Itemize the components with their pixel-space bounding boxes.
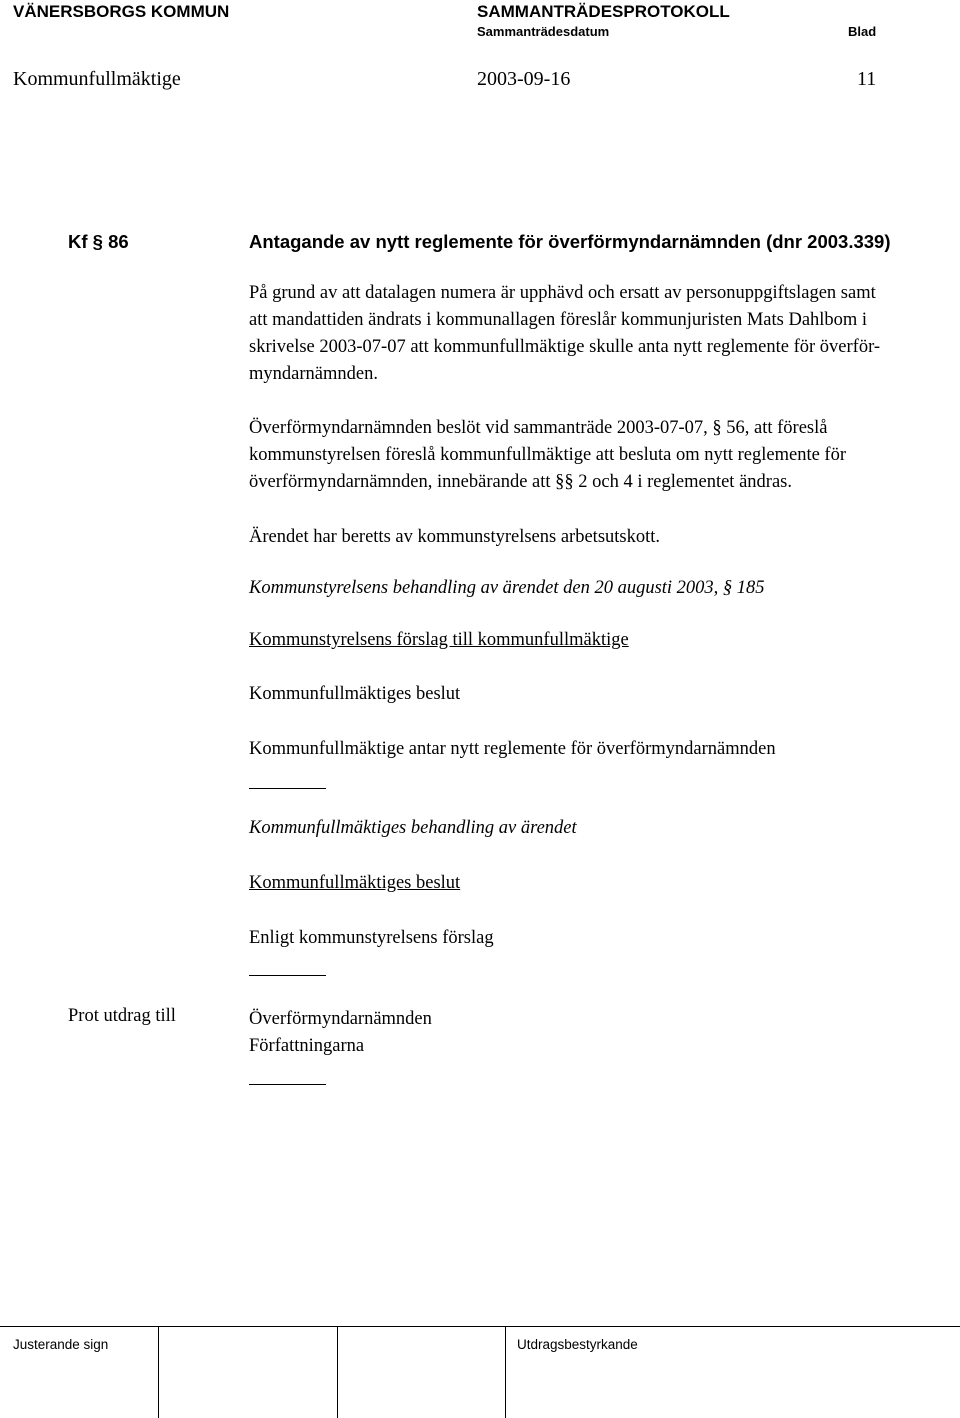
kf-decision-final — [249, 925, 949, 952]
page-number: 11 — [857, 68, 877, 90]
footer-divider — [505, 1327, 506, 1418]
kf-decision-line: Kommunfullmäktige antar nytt reglemente för överförmyndarnämnden — [249, 739, 776, 759]
meeting-date: 2003-09-16 — [477, 68, 571, 90]
separator-rule — [249, 1084, 326, 1085]
paragraph-background — [249, 280, 949, 388]
paragraph-line: Överförmyndarnämnden beslöt vid sammanträde 2003-07-07, § 56, att föreslå — [249, 418, 828, 438]
separator-rule — [249, 788, 326, 789]
kf-decision-heading-1 — [249, 681, 949, 708]
kf-decision-heading-2 — [249, 870, 949, 897]
footer-divider — [158, 1327, 159, 1418]
section-number: Kf § 86 — [68, 231, 129, 252]
municipality-name: VÄNERSBORGS KOMMUN — [13, 2, 230, 21]
paragraph-line: skrivelse 2003-07-07 att kommunfullmäktige skulle anta nytt reglemente för överför- — [249, 337, 881, 357]
paragraph-line: myndarnämnden. — [249, 364, 378, 384]
paragraph-line: att mandattiden ändrats i kommunallagen föreslår kommunjuristen Mats Dahlbom i — [249, 310, 868, 330]
kf-handling-text: Kommunfullmäktiges behandling av ärendet — [249, 818, 577, 838]
paragraph-line: På grund av att datalagen numera är upphävd och ersatt av personuppgiftslagen samt — [249, 283, 876, 303]
separator-rule — [249, 975, 326, 976]
distribution-label: Prot utdrag till — [68, 1006, 176, 1026]
recipient: Överförmyndarnämnden — [249, 1009, 432, 1029]
paragraph-preparation — [249, 524, 949, 551]
section-title: Antagande av nytt reglemente för överförmyndarnämnden (dnr 2003.339) — [249, 231, 891, 252]
page-label: Blad — [848, 24, 877, 39]
ks-proposal-text: Kommunstyrelsens förslag till kommunfullmäktige — [249, 630, 629, 650]
meeting-body: Kommunfullmäktige — [13, 68, 181, 90]
footer-divider — [337, 1327, 338, 1418]
justerande-sign-label: Justerande sign — [13, 1337, 109, 1352]
kf-decision-heading-text: Kommunfullmäktiges beslut — [249, 684, 461, 704]
protocol-title: SAMMANTRÄDESPROTOKOLL — [477, 2, 730, 21]
ks-handling-text: Kommunstyrelsens behandling av ärendet den 20 augusti 2003, § 185 — [249, 578, 765, 598]
recipient: Författningarna — [249, 1036, 365, 1056]
kf-decision-text — [249, 736, 949, 763]
date-label: Sammanträdesdatum — [477, 24, 610, 39]
ks-proposal-heading — [249, 627, 949, 654]
distribution-recipients — [249, 1006, 949, 1060]
ks-handling-heading — [249, 575, 949, 602]
utdragsbestyrkande-label: Utdragsbestyrkande — [517, 1337, 638, 1352]
kf-decision-heading-text: Kommunfullmäktiges beslut — [249, 873, 461, 893]
kf-handling-heading — [249, 815, 949, 842]
paragraph-decision-history — [249, 415, 949, 496]
paragraph-line: överförmyndarnämnden, innebärande att §§ 2 och 4 i reglementet ändras. — [249, 472, 792, 492]
paragraph-line: kommunstyrelsen föreslå kommunfullmäktige att besluta om nytt reglemente för — [249, 445, 846, 465]
kf-decision-final-text: Enligt kommunstyrelsens förslag — [249, 928, 494, 948]
paragraph-line: Ärendet har beretts av kommunstyrelsens arbetsutskott. — [249, 527, 661, 547]
signature-footer — [0, 1326, 960, 1418]
